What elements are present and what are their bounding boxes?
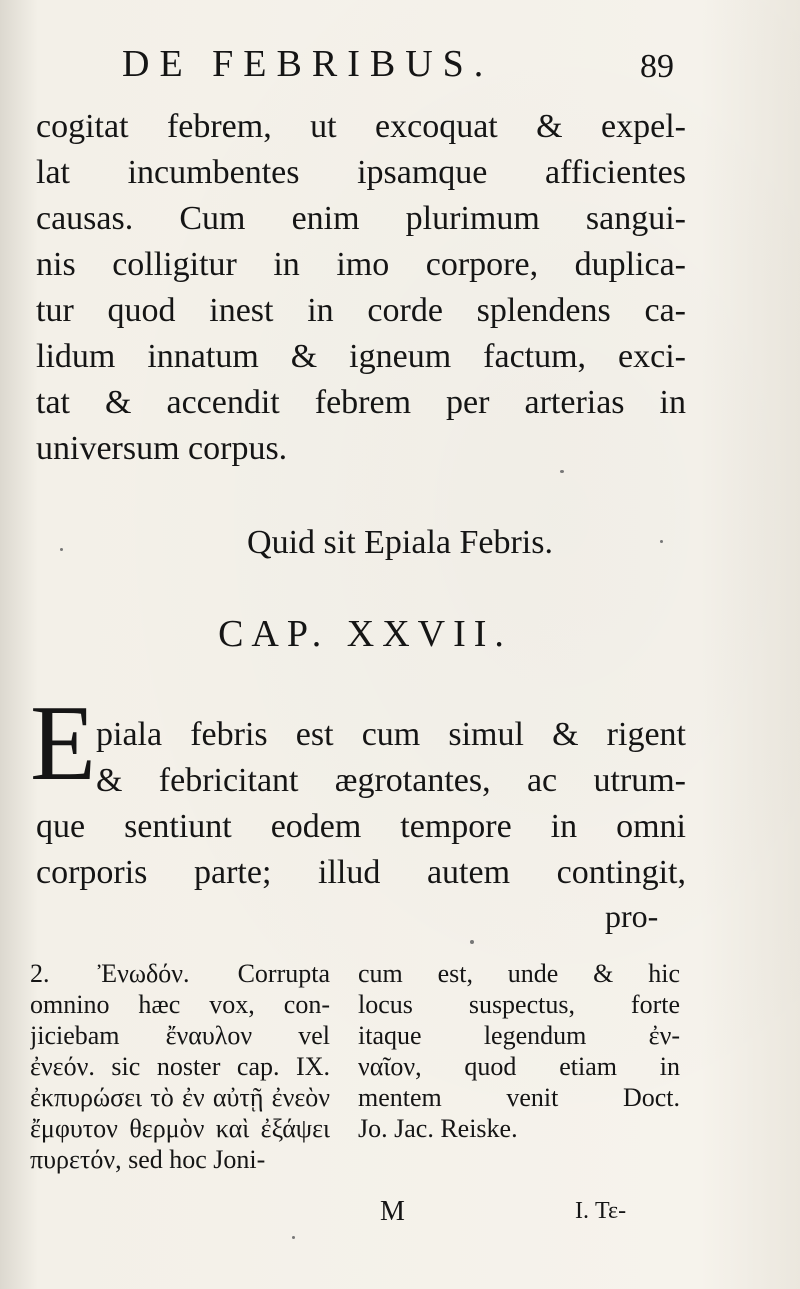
text-line: universum corpus. bbox=[36, 430, 288, 467]
footnote-line: ἐνεόν. sic noster cap. IX. bbox=[30, 1052, 330, 1081]
section-subheading: Quid sit Epiala Febris. bbox=[247, 524, 553, 561]
ink-speck bbox=[292, 1236, 295, 1239]
text-line: nis colligitur in imo corpore, duplica- bbox=[36, 246, 686, 283]
footnote-line: 2. Ἐνωδόν. Corrupta bbox=[30, 959, 330, 988]
footnote-column-right bbox=[358, 958, 680, 1144]
text-line: causas. Cum enim plurimum sangui- bbox=[36, 200, 686, 237]
footnote-line: locus suspectus, forte bbox=[358, 990, 680, 1019]
page-header bbox=[0, 38, 800, 98]
footnote-line: ἔμφυτον θερμὸν καὶ ἐξάψει bbox=[30, 1114, 330, 1143]
signature-mark: M bbox=[380, 1196, 405, 1227]
catchword: pro- bbox=[605, 898, 659, 934]
text-line: que sentiunt eodem tempore in omni bbox=[36, 808, 686, 845]
paragraph-chapter-opening bbox=[96, 712, 686, 804]
ink-speck bbox=[660, 540, 663, 543]
footnote-line: ἐκπυρώσει τὸ ἐν αὐτῇ ἐνεὸν bbox=[30, 1083, 330, 1112]
footnote-line: cum est, unde & hic bbox=[358, 959, 680, 988]
footnote-line: jiciebam ἔναυλον vel bbox=[30, 1021, 330, 1050]
page-number: 89 bbox=[640, 48, 674, 85]
text-line: lidum innatum & igneum factum, exci- bbox=[36, 338, 686, 375]
ink-speck bbox=[470, 940, 474, 944]
footnote-line: ναῖον, quod etiam in bbox=[358, 1052, 680, 1081]
footnote-line: πυρετόν, sed hoc Joni- bbox=[30, 1145, 266, 1174]
text-line: tur quod inest in corde splendens ca- bbox=[36, 292, 686, 329]
footnote-catchword: I. Τε- bbox=[575, 1198, 627, 1224]
text-line: tat & accendit febrem per arterias in bbox=[36, 384, 686, 421]
text-line: & febricitant ægrotantes, ac utrum- bbox=[96, 762, 686, 799]
footnote-line: mentem venit Doct. bbox=[358, 1083, 680, 1112]
running-title: DE FEBRIBUS. bbox=[122, 43, 494, 85]
text-line: lat incumbentes ipsamque afficientes bbox=[36, 154, 686, 191]
paragraph-chapter-body bbox=[36, 804, 686, 896]
chapter-heading: CAP. XXVII. bbox=[218, 613, 512, 655]
footnote-line: omnino hæc vox, con- bbox=[30, 990, 330, 1019]
footnote-block bbox=[30, 958, 690, 1178]
footnote-line: Jo. Jac. Reiske. bbox=[358, 1114, 518, 1143]
footnote-line: itaque legendum ἐν- bbox=[358, 1021, 680, 1050]
ink-speck bbox=[560, 470, 564, 473]
text-line: cogitat febrem, ut excoquat & expel- bbox=[36, 108, 686, 145]
paragraph-main bbox=[36, 104, 686, 472]
text-line: corporis parte; illud autem contingit, bbox=[36, 854, 686, 891]
drop-cap: E bbox=[30, 684, 96, 803]
footnote-column-left bbox=[30, 958, 330, 1175]
text-line: piala febris est cum simul & rigent bbox=[96, 716, 686, 753]
ink-speck bbox=[60, 548, 63, 551]
